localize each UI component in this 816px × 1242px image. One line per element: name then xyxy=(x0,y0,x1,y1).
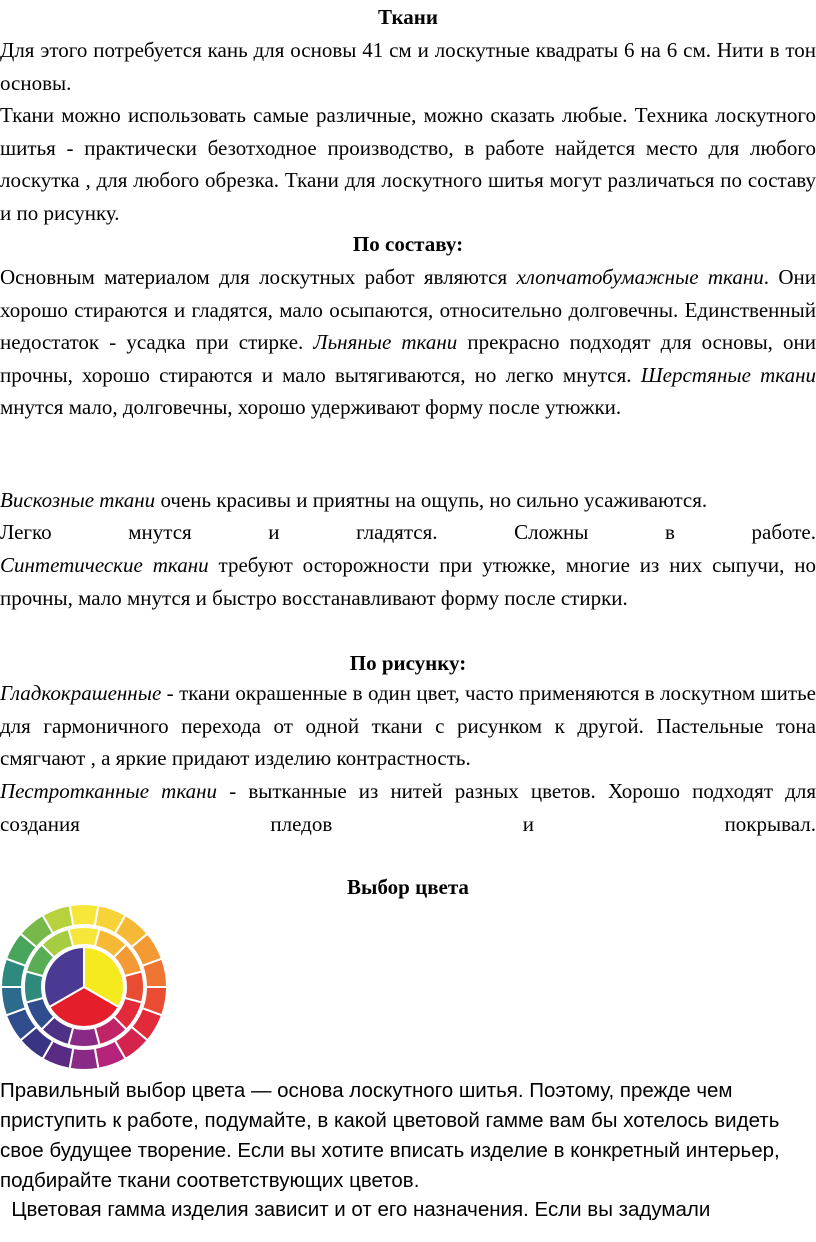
composition-heading: По составу: xyxy=(352,232,464,256)
plain-text: - ткани окрашенные в один цвет, часто применяются в лоскутном шитье для гармоничного перехода от одной ткани с рисунком к другой. Пастельные тона смягчают , а яркие придают изделию контрастность. xyxy=(0,681,816,770)
page-title: Ткани xyxy=(378,5,438,29)
intro-paragraph-2: Ткани можно использовать самые различные, можно сказать любые. Техника лоскутного шитья - практически безотходное производство, в работе найдется место для любого лоскутка , для любого обрезка. Ткани для лоскутного шитья могут различаться по составу и по рисунку. xyxy=(0,103,816,225)
viscose-term: Вискозные ткани xyxy=(0,488,156,512)
cotton-lead: Основным материалом для лоскутных работ являются xyxy=(0,265,517,289)
wool-text: мнутся мало, долговечны, хорошо удерживают форму после утюжки. xyxy=(0,395,622,419)
linen-text: прекрасно подходят для основы, они прочны, хорошо стираются и мало вытягиваются, но легко мнутся. xyxy=(0,330,816,387)
color-wheel-image xyxy=(0,903,168,1071)
multi-text: - вытканные из нитей разных цветов. Хорошо подходят для создания пледов и покрывал. xyxy=(0,779,816,836)
wool-term: Шерстяные ткани xyxy=(640,362,816,387)
composition-paragraph xyxy=(0,261,816,424)
cotton-term: хлопчатобумажные ткани xyxy=(516,265,764,289)
plain-term: Гладкокрашенные xyxy=(0,681,162,705)
color-choice-paragraph-2: Цветовая гамма изделия зависит и от его назначения. Если вы задумали xyxy=(0,1198,711,1221)
intro-paragraph-1: Для этого потребуется кань для основы 41 см и лоскутные квадраты 6 на 6 см. Нити в тон основы. xyxy=(0,38,816,95)
wheel-outer-segment xyxy=(70,904,99,926)
cotton-text: . Они хорошо стираются и гладятся, мало осыпаются, относительно долговечны. Единственный недостаток - усадка при стирке. xyxy=(0,265,816,354)
color-choice-paragraph-1: Правильный выбор цвета — основа лоскутного шитья. Поэтому, прежде чем приступить к работе, подумайте, в какой цветовой гамме вам бы хотелось видеть свое будущее творение. Если вы хотите вписать изделие в конкретный интерьер, подбирайте ткани соответствующих цветов. xyxy=(0,1079,780,1192)
viscose-paragraph xyxy=(0,484,816,517)
synthetic-text: требуют осторожности при утюжке, многие из них сыпучи, но прочны, мало мнутся и быстро восстанавливают форму после стирки. xyxy=(0,553,816,610)
color-choice-heading: Выбор цвета xyxy=(347,875,469,899)
pattern-heading: По рисунку: xyxy=(349,651,467,675)
synthetic-paragraph xyxy=(0,549,816,614)
multi-paragraph xyxy=(0,775,816,840)
viscose-paragraph-2: Легко мнутся и гладятся. Сложны в работе. xyxy=(0,520,816,544)
linen-term: Льняные ткани xyxy=(313,330,458,354)
viscose-text: очень красивы и приятны на ощупь, но сильно усаживаются. xyxy=(155,488,708,512)
multi-term: Пестротканные ткани xyxy=(0,779,218,803)
synthetic-term: Синтетические ткани xyxy=(0,553,209,577)
plain-paragraph xyxy=(0,677,816,775)
wheel-outer-segment xyxy=(70,1048,99,1070)
